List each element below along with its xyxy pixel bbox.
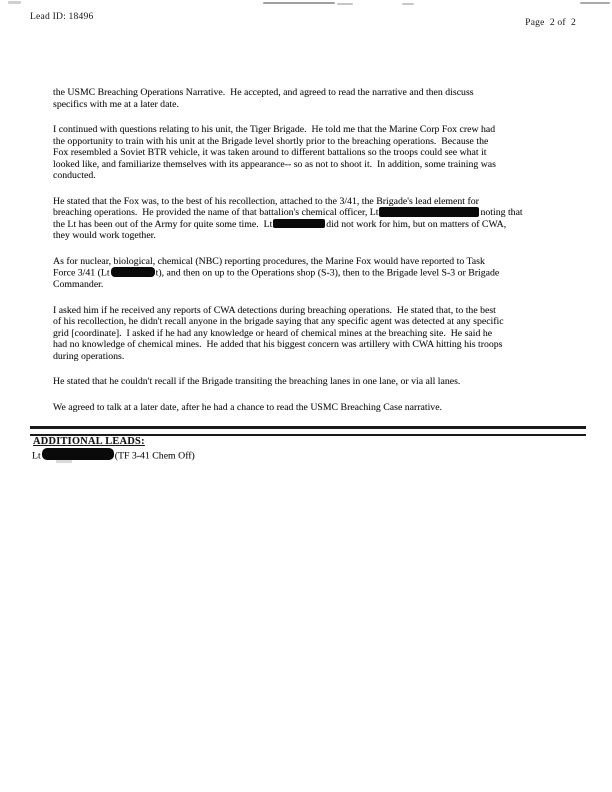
text-line	[53, 147, 573, 159]
document-body	[53, 87, 573, 427]
text-line	[53, 351, 573, 363]
additional-leads-heading: ADDITIONAL LEADS:	[33, 436, 145, 448]
paragraph	[53, 305, 573, 363]
text-line	[53, 159, 573, 171]
text-line	[53, 219, 573, 231]
text-segment: noting that	[480, 207, 523, 218]
text-segment: t), and then on up to the Operations shop (S-3), then to the Brigade level S-3 or Brigade	[155, 267, 500, 279]
scan-artifact	[337, 3, 353, 5]
text-segment: looked like, and familiarize themselves with its appearance-- so as not to shoot it. In addition, some training was	[53, 158, 496, 170]
redaction-bar	[273, 219, 325, 228]
text-line	[53, 170, 573, 182]
text-segment: I continued with questions relating to his unit, the Tiger Brigade. He told me that the Marine Corp Fox crew had	[53, 124, 496, 135]
text-segment: He stated that he couldn't recall if the Brigade transiting the breaching lanes in one lane, or via all lanes.	[53, 376, 461, 387]
text-segment: did not work for him, but on matters of CWA,	[326, 218, 507, 230]
text-segment: (TF 3-41 Chem Off)	[114, 450, 195, 462]
text-segment: Commander.	[53, 279, 104, 290]
text-line	[53, 305, 573, 317]
lead-entry	[30, 448, 586, 463]
paragraph	[53, 87, 573, 110]
text-line	[53, 196, 573, 208]
text-segment: I asked him if he received any reports of CWA detections during breaching operations. He stated that, to the best	[53, 304, 496, 316]
redaction-bar	[42, 448, 114, 460]
paragraph	[53, 256, 573, 291]
paragraph	[53, 124, 573, 182]
text-segment: during operations.	[53, 350, 125, 362]
page-number-label: Page 2 of 2	[525, 17, 576, 28]
scan-artifact	[580, 2, 610, 4]
paragraph	[53, 196, 573, 242]
text-segment: As for nuclear, biological, chemical (NBC) reporting procedures, the Marine Fox would have reported to Task	[53, 255, 485, 267]
text-segment: Fox resembled a Soviet BTR vehicle, it was taken around to different battalions so the troops could see what it	[53, 147, 487, 158]
text-line	[53, 267, 573, 279]
text-segment: We agreed to talk at a later date, after he had a chance to read the USMC Breaching Case narrative.	[53, 401, 443, 413]
paragraph	[53, 376, 573, 388]
text-line	[53, 279, 573, 291]
text-segment: Force 3/41 (Lt	[53, 267, 110, 279]
text-segment: the opportunity to train with his unit at the Brigade level shortly prior to the breaching operations. Because the	[53, 135, 489, 147]
text-segment: grid [coordinate]. I asked if he had any knowledge or heard of chemical mines at the breaching site. He said he	[53, 327, 493, 339]
text-line	[53, 256, 573, 268]
text-segment: conducted.	[53, 170, 96, 181]
scan-artifact	[402, 3, 414, 5]
text-segment: He stated that the Fox was, to the best of his recollection, attached to the 3/41, the Brigade's lead element for	[53, 195, 479, 207]
horizontal-rule-top	[30, 426, 586, 429]
text-segment: specifics with me at a later date.	[53, 98, 179, 110]
text-segment: Lt	[32, 450, 41, 462]
redaction-bar	[111, 267, 155, 277]
text-segment: had no knowledge of chemical mines. He added that his biggest concern was artillery with CWA hitting his troops	[53, 339, 503, 350]
text-segment: of his recollection, he didn't recall anyone in the brigade saying that any specific agent was detected at any specific	[53, 316, 504, 327]
text-segment: the Lt has been out of the Army for quite some time. Lt	[53, 218, 273, 230]
lead-id-label: Lead ID: 18496	[30, 11, 94, 22]
text-line	[53, 124, 573, 136]
text-line	[53, 87, 573, 99]
paragraph	[53, 402, 573, 414]
text-line	[53, 339, 573, 351]
redaction-bar	[379, 207, 479, 217]
text-line	[53, 402, 573, 414]
text-line	[53, 207, 573, 219]
text-line	[53, 328, 573, 340]
text-line	[53, 136, 573, 148]
text-line	[53, 230, 573, 242]
scan-artifact	[8, 1, 21, 4]
additional-leads-section	[30, 426, 586, 462]
scan-artifact	[263, 2, 335, 4]
text-line	[53, 376, 573, 388]
text-segment: they would work together.	[53, 230, 156, 241]
text-line	[53, 99, 573, 111]
text-line	[53, 316, 573, 328]
text-segment: the USMC Breaching Operations Narrative. He accepted, and agreed to read the narrative and then discuss	[53, 87, 474, 98]
text-segment: breaching operations. He provided the name of that battalion's chemical officer, Lt	[53, 207, 379, 218]
